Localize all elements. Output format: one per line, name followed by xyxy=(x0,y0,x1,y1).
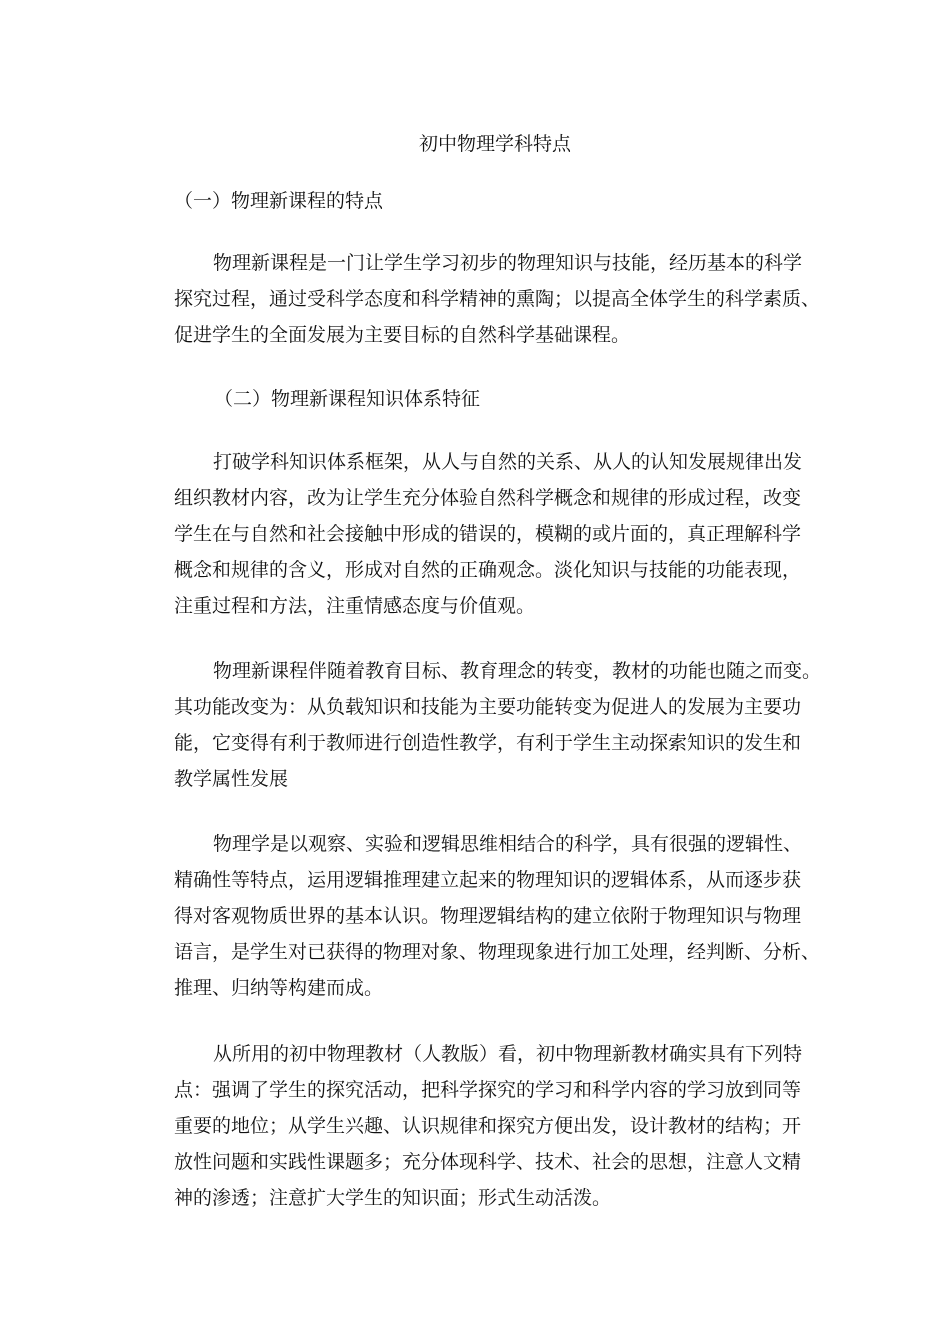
paragraph-line: 得对客观物质世界的基本认识。物理逻辑结构的建立依附于物理知识与物理 xyxy=(174,905,802,927)
paragraph-line: 注重过程和方法，注重情感态度与价值观。 xyxy=(174,595,536,617)
paragraph-line: 组织教材内容，改为让学生充分体验自然科学概念和规律的形成过程，改变 xyxy=(174,487,802,509)
paragraph-line: 点：强调了学生的探究活动，把科学探究的学习和科学内容的学习放到同等 xyxy=(174,1079,802,1101)
paragraph-line: 推理、归纳等构建而成。 xyxy=(174,977,384,999)
section-heading-2: （二）物理新课程知识体系特征 xyxy=(214,388,481,410)
paragraph-line: 学生在与自然和社会接触中形成的错误的，模糊的或片面的，真正理解科学 xyxy=(174,523,802,545)
paragraph-line: 打破学科知识体系框架，从人与自然的关系、从人的认知发展规律出发 xyxy=(213,451,803,473)
paragraph-line: 从所用的初中物理教材（人教版）看，初中物理新教材确实具有下列特 xyxy=(213,1043,803,1065)
paragraph-line: 精确性等特点，运用逻辑推理建立起来的物理知识的逻辑体系，从而逐步获 xyxy=(174,869,802,891)
paragraph-1 xyxy=(174,245,821,353)
paragraph-4 xyxy=(174,826,821,1006)
paragraph-2 xyxy=(174,444,806,624)
paragraph-line: 神的渗透；注意扩大学生的知识面；形式生动活泼。 xyxy=(174,1187,612,1209)
paragraph-3 xyxy=(174,653,822,797)
paragraph-line: 语言，是学生对已获得的物理对象、物理现象进行加工处理，经判断、分析、 xyxy=(174,941,821,963)
document-title: 初中物理学科特点 xyxy=(418,133,571,155)
paragraph-line: 物理学是以观察、实验和逻辑思维相结合的科学，具有很强的逻辑性、 xyxy=(213,833,803,855)
paragraph-line: 放性问题和实践性课题多；充分体现科学、技术、社会的思想，注意人文精 xyxy=(174,1151,802,1173)
paragraph-5 xyxy=(174,1036,806,1216)
section-heading-1: （一）物理新课程的特点 xyxy=(174,190,384,212)
paragraph-line: 重要的地位；从学生兴趣、认识规律和探究方便出发，设计教材的结构；开 xyxy=(174,1115,802,1137)
paragraph-line: 促进学生的全面发展为主要目标的自然科学基础课程。 xyxy=(174,324,631,346)
paragraph-line: 教学属性发展 xyxy=(174,768,289,790)
paragraph-line: 能，它变得有利于教师进行创造性教学，有利于学生主动探索知识的发生和 xyxy=(174,732,802,754)
paragraph-line: 探究过程，通过受科学态度和科学精神的熏陶；以提高全体学生的科学素质、 xyxy=(174,288,821,310)
paragraph-line: 物理新课程是一门让学生学习初步的物理知识与技能，经历基本的科学 xyxy=(213,252,803,274)
paragraph-line: 其功能改变为：从负载知识和技能为主要功能转变为促进人的发展为主要功 xyxy=(174,696,802,718)
paragraph-line: 概念和规律的含义，形成对自然的正确观念。淡化知识与技能的功能表现， xyxy=(174,559,802,581)
paragraph-line: 物理新课程伴随着教育目标、教育理念的转变，教材的功能也随之而变。 xyxy=(213,660,822,682)
